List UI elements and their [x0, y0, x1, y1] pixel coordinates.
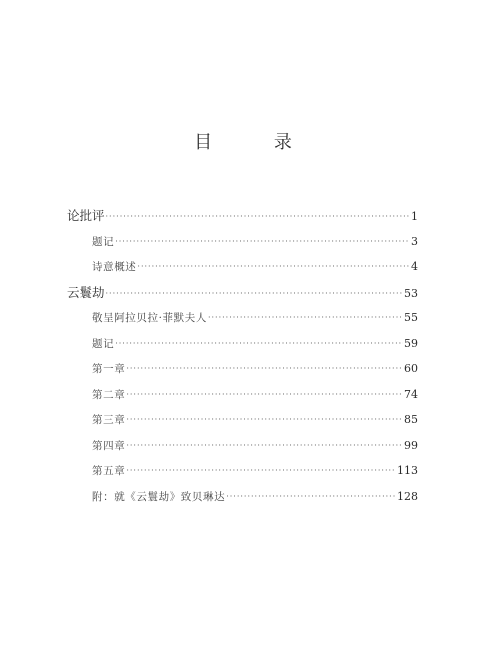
toc-entry-chapter-2[interactable] — [67, 382, 418, 408]
toc-entry-label: 题记 — [92, 235, 115, 248]
toc-entry-chapter-1[interactable] — [67, 356, 418, 382]
toc-entry-chapter-5[interactable] — [67, 458, 418, 484]
toc-entry-label: 敬呈阿拉贝拉·菲默夫人 — [92, 312, 207, 324]
dot-leader — [126, 458, 396, 484]
dot-leader — [226, 484, 396, 510]
toc-entry-label: 第二章 — [92, 388, 126, 401]
dot-leader — [106, 281, 403, 307]
toc-entry-chapter-3[interactable] — [67, 407, 418, 433]
dot-leader — [106, 204, 410, 230]
toc-entry-ti-ji-2[interactable] — [67, 331, 418, 357]
toc-page-number: 53 — [404, 286, 418, 300]
toc-entry-lun-pi-ping[interactable] — [67, 203, 418, 229]
toc-page-number: 1 — [411, 210, 418, 223]
toc-page-number: 74 — [404, 387, 418, 401]
toc-entry-dedication[interactable] — [67, 305, 418, 331]
toc-entry-label: 题记 — [92, 337, 115, 350]
toc-page-number: 113 — [397, 464, 418, 477]
dot-leader — [126, 382, 403, 408]
table-of-contents — [67, 203, 418, 509]
toc-entry-label: 第一章 — [92, 363, 126, 375]
toc-entry-label: 论批评 — [67, 208, 105, 223]
toc-entry-ti-ji-1[interactable] — [67, 229, 418, 255]
toc-entry-chapter-4[interactable] — [67, 433, 418, 459]
toc-entry-label: 第四章 — [92, 439, 126, 452]
toc-title: 目 录 — [194, 132, 320, 153]
dot-leader — [126, 356, 403, 382]
toc-page-number: 60 — [404, 362, 418, 375]
toc-page-number: 128 — [397, 489, 418, 503]
toc-entry-label: 诗意概述 — [92, 261, 137, 273]
toc-entry-label: 云鬟劫 — [67, 284, 105, 300]
toc-page-number: 55 — [404, 311, 418, 324]
dot-leader — [126, 407, 403, 433]
toc-page-number: 4 — [411, 260, 418, 273]
dot-leader — [115, 331, 403, 357]
dot-leader — [208, 305, 403, 331]
toc-entry-label: 第三章 — [92, 414, 126, 426]
toc-entry-shi-yi-gai-shu[interactable] — [67, 254, 418, 280]
toc-page-number: 99 — [404, 438, 418, 452]
toc-entry-yun-huan-jie[interactable] — [67, 280, 418, 306]
toc-page-number: 85 — [404, 413, 418, 426]
toc-entry-label: 第五章 — [92, 465, 126, 477]
toc-page-number: 3 — [411, 234, 418, 248]
dot-leader — [137, 254, 410, 280]
dot-leader — [126, 433, 403, 459]
toc-entry-label: 附：就《云鬟劫》致贝琳达 — [92, 490, 226, 503]
toc-entry-appendix[interactable] — [67, 484, 418, 510]
dot-leader — [115, 229, 410, 255]
toc-page-number: 59 — [404, 336, 418, 350]
